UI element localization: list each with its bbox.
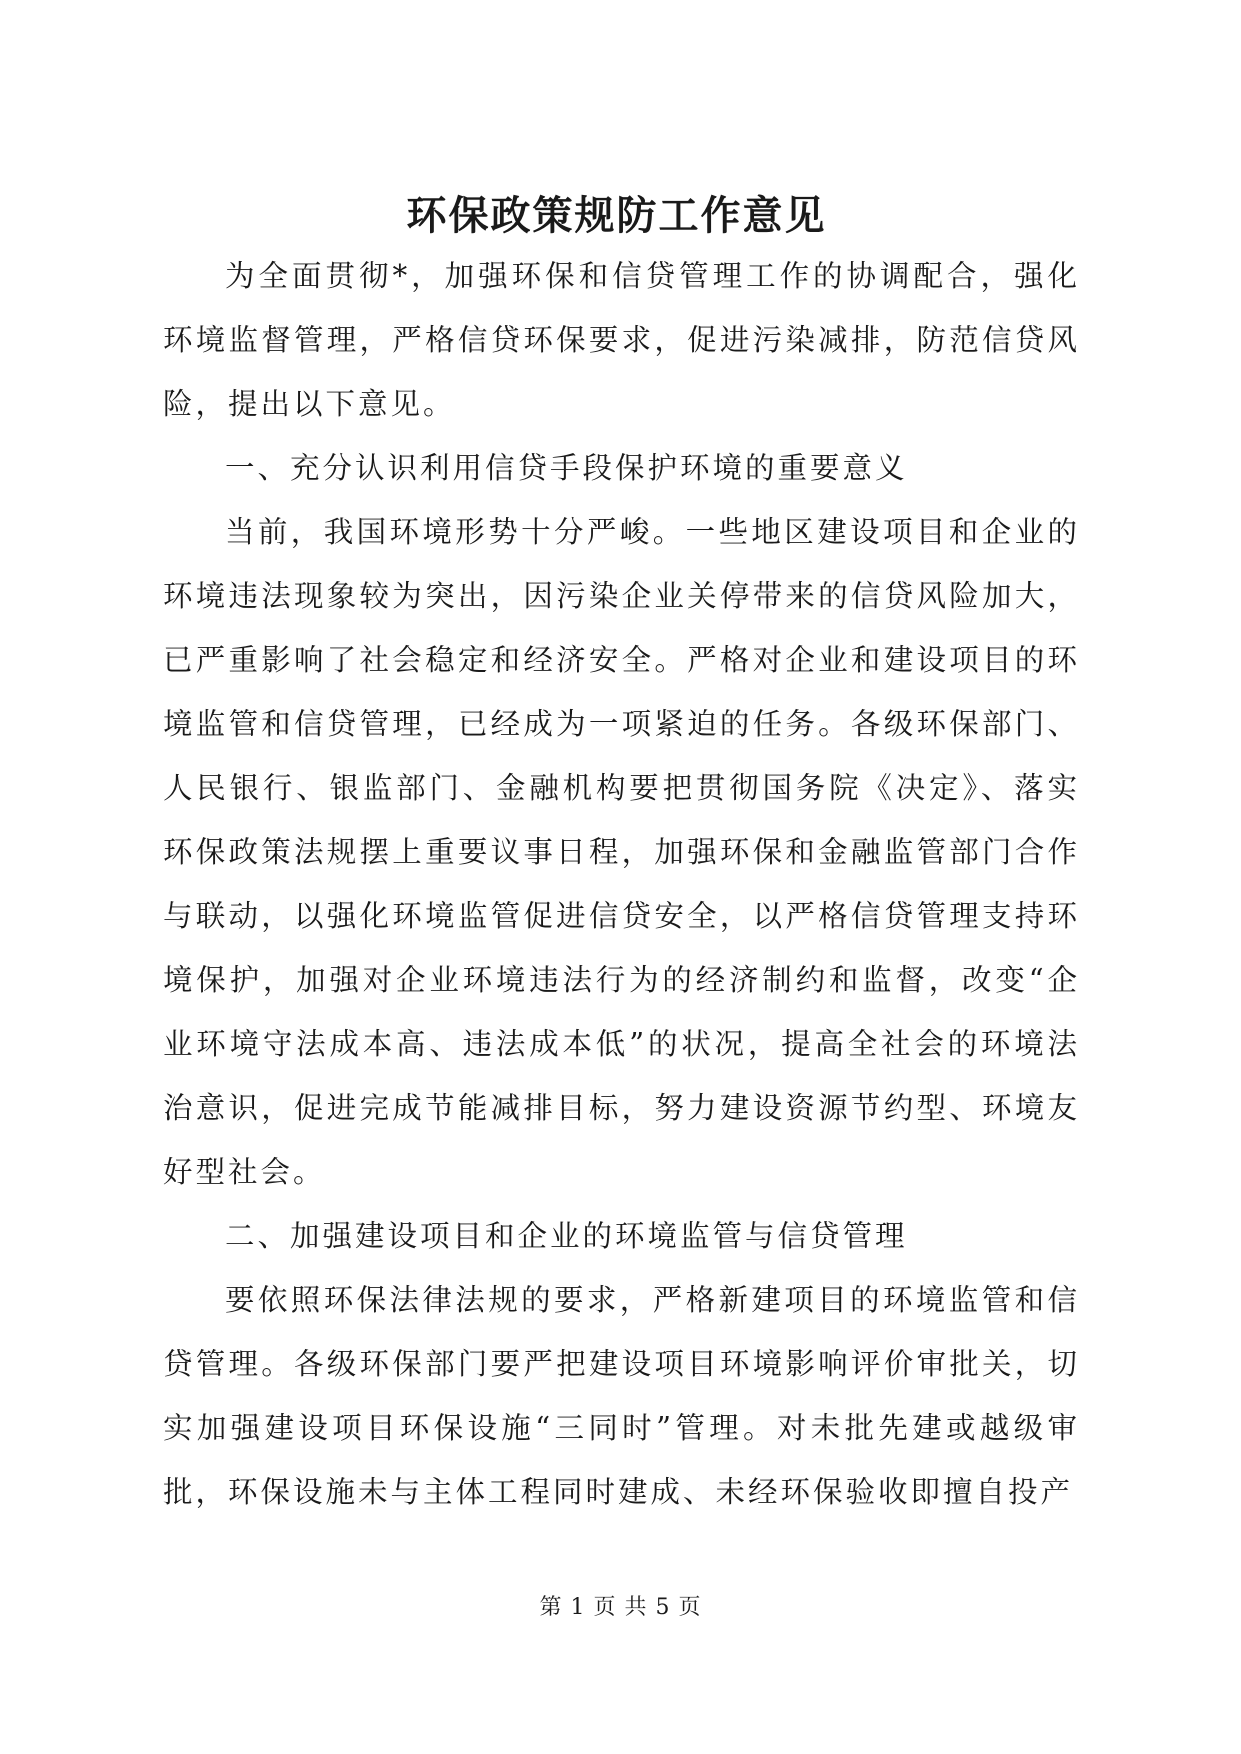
page-number-footer: 第 1 页 共 5 页 — [539, 1595, 702, 1620]
document-title: 环保政策规防工作意见 — [406, 192, 827, 239]
section-heading-1: 一、充分认识利用信贷手段保护环境的重要意义 — [225, 451, 908, 485]
section-heading-2: 二、加强建设项目和企业的环境监管与信贷管理 — [225, 1219, 908, 1253]
document-page — [163, 190, 1080, 1524]
paragraph-section-2: 要依照环保法律法规的要求，严格新建项目的环境监管和信贷管理。各级环保部门要严把建设项目环境影响评价审批关，切实加强建设项目环保设施“三同时”管理。对未批先建或越级审批，环保设施未与主体工程同时建成、未经环保验收即擅自投产 — [163, 1283, 1080, 1509]
paragraph-section-1: 当前，我国环境形势十分严峻。一些地区建设项目和企业的环境违法现象较为突出，因污染企业关停带来的信贷风险加大，已严重影响了社会稳定和经济安全。严格对企业和建设项目的环境监管和信贷管理，已经成为一项紧迫的任务。各级环保部门、人民银行、银监部门、金融机构要把贯彻国务院《决定》、落实环保政策法规摆上重要议事日程，加强环保和金融监管部门合作与联动，以强化环境监管促进信贷安全，以严格信贷管理支持环境保护，加强对企业环境违法行为的经济制约和监督，改变“企业环境守法成本高、违法成本低”的状况，提高全社会的环境法治意识，促进完成节能减排目标，努力建设资源节约型、环境友好型社会。 — [163, 515, 1080, 1189]
paragraph-intro: 为全面贯彻*，加强环保和信贷管理工作的协调配合，强化环境监督管理，严格信贷环保要求，促进污染减排，防范信贷风险，提出以下意见。 — [163, 259, 1080, 421]
